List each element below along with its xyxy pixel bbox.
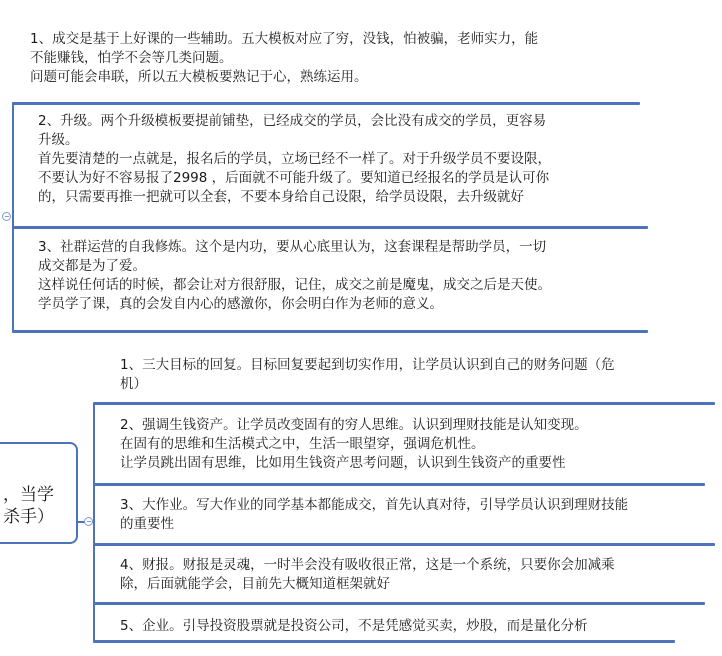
text-line: 4、财报。财报是灵魂，一时半会没有吸收很正常，这是一个系统，只要你会加减乘	[120, 557, 615, 573]
text-line: 5、企业。引导投资股票就是投资公司，不是凭感觉买卖，炒股，而是量化分析	[120, 618, 588, 634]
bottom-item-1	[120, 356, 615, 394]
top-item-1	[30, 30, 538, 87]
text-line: 3、社群运营的自我修炼。这个是内功，要从心底里认为，这套课程是帮助学员，一切	[38, 239, 547, 255]
top-group-toggle[interactable]	[2, 212, 11, 221]
bottom-item-4	[120, 556, 615, 594]
top-item-2-rule	[12, 226, 648, 229]
bottom-item-3	[120, 496, 628, 534]
bottom-item-1-rule	[93, 402, 715, 405]
text-line: 不要认为好不容易报了2998 ，后面就不可能升级了。要知道已经报名的学员是认可你	[38, 170, 550, 186]
text-line: 2、升级。两个升级模板要提前铺垫，已经成交的学员，会比没有成交的学员，更容易	[38, 113, 547, 129]
root-node-text: 杀手）	[3, 507, 54, 527]
text-line: 在固有的思维和生活模式之中，生活一眼望穿，强调危机性。	[120, 436, 485, 452]
text-line: 问题可能会串联，所以五大模板要熟记于心，熟练运用。	[30, 69, 368, 85]
text-line: 这样说任何话的时候，都会让对方很舒服，记住，成交之前是魔鬼，成交之后是天使。	[38, 277, 551, 293]
text-line: 3、大作业。写大作业的同学基本都能成交，首先认真对待，引导学员认识到理财技能	[120, 497, 629, 513]
bottom-item-5	[120, 617, 588, 636]
text-line: 1、成交是基于上好课的一些辅助。五大模板对应了穷，没钱，怕被骗，老师实力，能	[30, 31, 539, 47]
top-group-connector	[12, 103, 14, 332]
bottom-group-toggle[interactable]	[84, 517, 93, 526]
top-item-3	[38, 238, 551, 314]
text-line: 不能赚钱，怕学不会等几类问题。	[30, 50, 233, 66]
top-item-1-rule	[12, 102, 640, 105]
text-line: 升级。	[38, 132, 79, 148]
bottom-item-5-rule	[93, 640, 675, 643]
top-item-3-rule	[12, 330, 648, 333]
text-line: 的重要性	[120, 516, 174, 532]
text-line: 成交都是为了爱。	[38, 258, 146, 274]
text-line: 除，后面就能学会，目前先大概知道框架就好	[120, 576, 390, 592]
text-line: 学员学了课，真的会发自内心的感激你，你会明白作为老师的意义。	[38, 296, 443, 312]
root-node[interactable]	[0, 442, 78, 544]
bottom-group-connector	[93, 403, 95, 641]
bottom-item-2	[120, 416, 588, 473]
text-line: 机）	[120, 376, 147, 392]
bottom-item-3-rule	[93, 543, 715, 546]
text-line: 的，只需要再推一把就可以全套，不要本身给自己设限，给学员设限，去升级就好	[38, 189, 524, 205]
text-line: 让学员跳出固有思维，比如用生钱资产思考问题，认识到生钱资产的重要性	[120, 455, 566, 471]
text-line: 1、三大目标的回复。目标回复要起到切实作用，让学员认识到自己的财务问题（危	[120, 357, 615, 373]
text-line: 首先要清楚的一点就是，报名后的学员，立场已经不一样了。对于升级学员不要设限，	[38, 151, 551, 167]
top-item-2	[38, 112, 551, 207]
root-node-text: ，当学	[3, 485, 54, 505]
bottom-item-2-rule	[93, 483, 705, 486]
text-line: 2、强调生钱资产。让学员改变固有的穷人思维。认识到理财技能是认知变现。	[120, 417, 588, 433]
bottom-item-4-rule	[93, 602, 705, 605]
